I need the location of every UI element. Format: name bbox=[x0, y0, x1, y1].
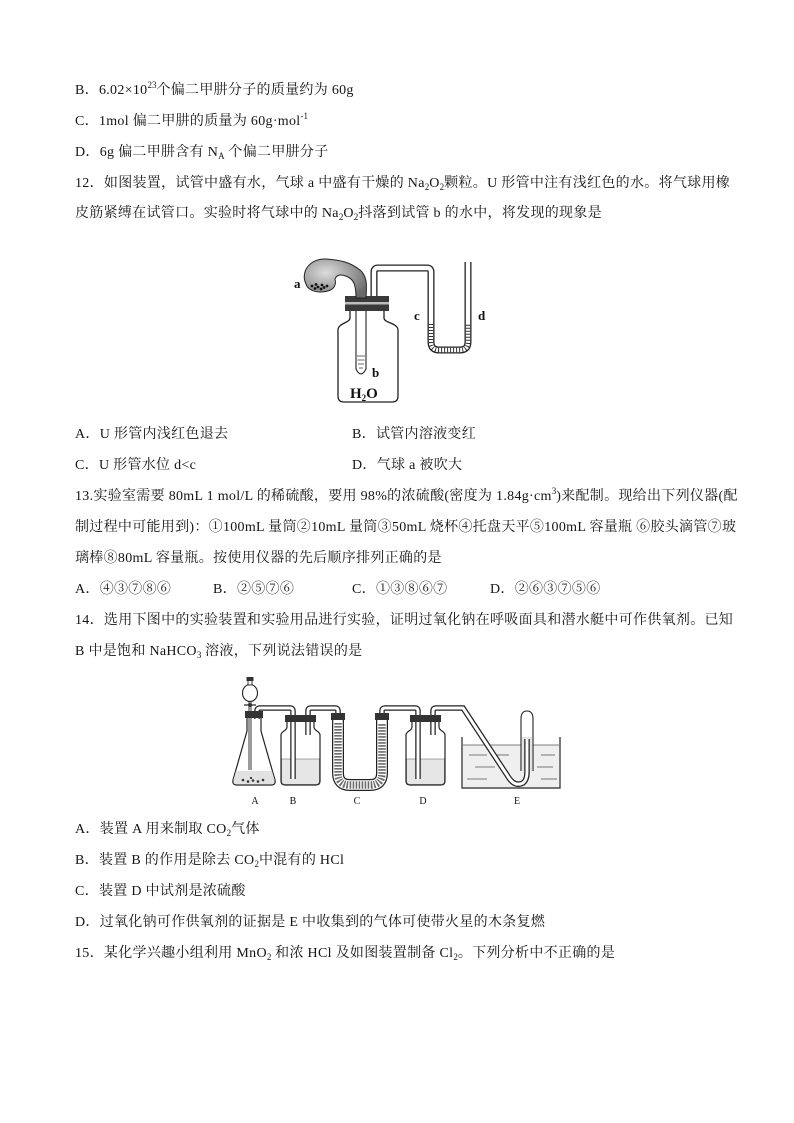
q12-option-d-text: D．气球 a 被吹大 bbox=[352, 458, 463, 473]
stopper-c-left bbox=[331, 713, 345, 720]
q12-option-c bbox=[75, 456, 196, 476]
q14-option-b bbox=[75, 851, 344, 871]
q12-stem-line-1 bbox=[75, 174, 730, 194]
q13-stem-line-1 bbox=[75, 487, 738, 507]
q13-stem-text: )来配制。现给出下列仪器(配 bbox=[556, 489, 738, 504]
subscript: A bbox=[218, 151, 225, 161]
subscript: 2 bbox=[453, 952, 458, 962]
q14-option-b-text: 中混有的 HCl bbox=[258, 853, 345, 868]
funnel-bulb bbox=[243, 685, 258, 702]
q12-stem-text: O bbox=[343, 206, 354, 221]
subscript: 2 bbox=[424, 182, 430, 192]
q12-stem-line-2 bbox=[75, 204, 602, 224]
water-label-o: O bbox=[366, 386, 378, 402]
stopper-d bbox=[410, 715, 441, 722]
label-apparatus-b: B bbox=[289, 796, 297, 807]
q13-stem-line-2 bbox=[75, 518, 736, 538]
q15-stem-text: 和浓 HCl 及如图装置制备 Cl bbox=[271, 946, 454, 961]
u-tube-c-granules bbox=[338, 723, 382, 785]
q13-stem-text: 制过程中可能用到)：①100mL 量筒②10mL 量筒③50mL 烧杯④托盘天平⑤100mL 容量瓶 ⑥胶头滴管⑦玻 bbox=[75, 520, 737, 535]
figure-12-apparatus bbox=[290, 252, 500, 410]
balloon-a bbox=[304, 259, 366, 298]
q15-stem-text: 15．某化学兴趣小组利用 MnO bbox=[75, 946, 267, 961]
label-apparatus-c: C bbox=[353, 796, 361, 807]
stopper-highlight bbox=[345, 302, 389, 305]
q12-option-b bbox=[352, 425, 476, 445]
exponent: 3 bbox=[551, 486, 557, 496]
q11-option-d bbox=[75, 143, 329, 163]
subscript: 2 bbox=[266, 952, 272, 962]
q13-option-b-text: B．②⑤⑦⑥ bbox=[213, 582, 295, 597]
q11-option-b-text: B．6.02×10 bbox=[75, 83, 148, 98]
stopper-a bbox=[245, 711, 263, 718]
q13-stem-text: 璃棒⑧80mL 容量瓶。按使用仪器的先后顺序排列正确的是 bbox=[75, 551, 442, 566]
q13-option-c bbox=[352, 580, 447, 600]
q14-option-c-text: C．装置 D 中试剂是浓硫酸 bbox=[75, 884, 246, 899]
q12-option-d bbox=[352, 456, 462, 476]
q13-stem-text: 13.实验室需要 80mL 1 mol/L 的稀硫酸，要用 98%的浓硫酸(密度为 1.84g·cm bbox=[75, 489, 552, 504]
u-tube-c bbox=[338, 719, 382, 785]
q14-option-a-text: 气体 bbox=[231, 822, 260, 837]
q14-option-b-text: B．装置 B 的作用是除去 CO bbox=[75, 853, 255, 868]
liquid-b bbox=[282, 759, 320, 784]
subscript: 2 bbox=[254, 859, 259, 869]
q14-stem-text: B 中是饱和 NaHCO bbox=[75, 644, 197, 659]
label-apparatus-e: E bbox=[513, 796, 521, 807]
q11-option-c bbox=[75, 112, 308, 132]
q12-stem-text: 颗粒。U 形管中注有浅红色的水。将气球用橡 bbox=[444, 176, 731, 191]
q14-option-d bbox=[75, 913, 545, 933]
subscript: 2 bbox=[353, 212, 359, 222]
q14-stem-text: 溶液，下列说法错误的是 bbox=[201, 644, 363, 659]
q13-option-d-text: D．②⑥③⑦⑤⑥ bbox=[490, 582, 601, 597]
q14-stem-line-1 bbox=[75, 611, 733, 631]
q13-option-b bbox=[213, 580, 294, 600]
funnel-cap bbox=[247, 677, 254, 681]
label-b: b bbox=[372, 365, 380, 380]
water-label-h: H bbox=[350, 386, 362, 402]
subscript: 3 bbox=[196, 650, 202, 660]
q11-option-b-text: 个偏二甲肼分子的质量约为 60g bbox=[156, 83, 354, 98]
q14-option-a bbox=[75, 820, 260, 840]
q14-option-c bbox=[75, 882, 246, 902]
q12-option-a bbox=[75, 425, 228, 445]
figure-14-apparatus bbox=[225, 675, 565, 810]
q11-option-d-text: 个偏二甲肼分子 bbox=[224, 145, 329, 160]
q11-option-b bbox=[75, 81, 354, 101]
q14-option-d-text: D．过氧化钠可作供氧剂的证据是 E 中收集到的气体可使带火星的木条复燃 bbox=[75, 915, 546, 930]
q12-stem-text: O bbox=[429, 176, 440, 191]
q12-stem-text: 皮筋紧缚在试管口。实验时将气球中的 Na bbox=[75, 206, 339, 221]
q13-option-c-text: C．①③⑧⑥⑦ bbox=[352, 582, 448, 597]
q12-option-c-text: C．U 形管水位 d<c bbox=[75, 458, 197, 473]
label-apparatus-d: D bbox=[419, 796, 427, 807]
label-apparatus-a: A bbox=[251, 796, 259, 807]
label-d: d bbox=[478, 308, 486, 323]
q14-stem-line-2 bbox=[75, 642, 362, 662]
exponent: 23 bbox=[147, 80, 157, 90]
u-tube-c-bore bbox=[338, 719, 382, 785]
label-c: c bbox=[414, 308, 420, 323]
q12-stem-text: 抖落到试管 b 的水中，将发现的现象是 bbox=[358, 206, 602, 221]
liquid-a bbox=[233, 771, 274, 784]
q13-stem-line-3 bbox=[75, 549, 442, 569]
exponent: -1 bbox=[300, 111, 308, 121]
q15-stem-text: 。下列分析中不正确的是 bbox=[457, 946, 616, 961]
stopper-b bbox=[285, 715, 316, 722]
stopper-c-right bbox=[375, 713, 389, 720]
funnel-stopcock-knob bbox=[248, 703, 252, 707]
q13-option-a-text: A．④③⑦⑧⑥ bbox=[75, 582, 172, 597]
subscript: 2 bbox=[338, 212, 344, 222]
subscript: 2 bbox=[439, 182, 445, 192]
q15-stem-line-1 bbox=[75, 944, 615, 964]
q13-option-a bbox=[75, 580, 171, 600]
q13-option-d bbox=[490, 580, 601, 600]
q12-option-b-text: B．试管内溶液变红 bbox=[352, 427, 477, 442]
water-label-subscript: 2 bbox=[361, 393, 367, 403]
q12-option-a-text: A．U 形管内浅红色退去 bbox=[75, 427, 229, 442]
label-a: a bbox=[294, 276, 301, 291]
q11-option-c-text: C．1mol 偏二甲肼的质量为 60g·mol bbox=[75, 114, 301, 129]
q12-stem-text: 12．如图装置，试管中盛有水，气球 a 中盛有干燥的 Na bbox=[75, 176, 425, 191]
liquid-d bbox=[407, 759, 445, 784]
q14-option-a-text: A．装置 A 用来制取 CO bbox=[75, 822, 227, 837]
subscript: 2 bbox=[226, 828, 232, 838]
q11-option-d-text: D．6g 偏二甲肼含有 N bbox=[75, 145, 219, 160]
test-tube-b bbox=[356, 302, 366, 374]
q14-stem-text: 14．选用下图中的实验装置和实验用品进行实验，证明过氧化钠在呼吸面具和潜水艇中可作供氧剂。已知 bbox=[75, 613, 734, 628]
